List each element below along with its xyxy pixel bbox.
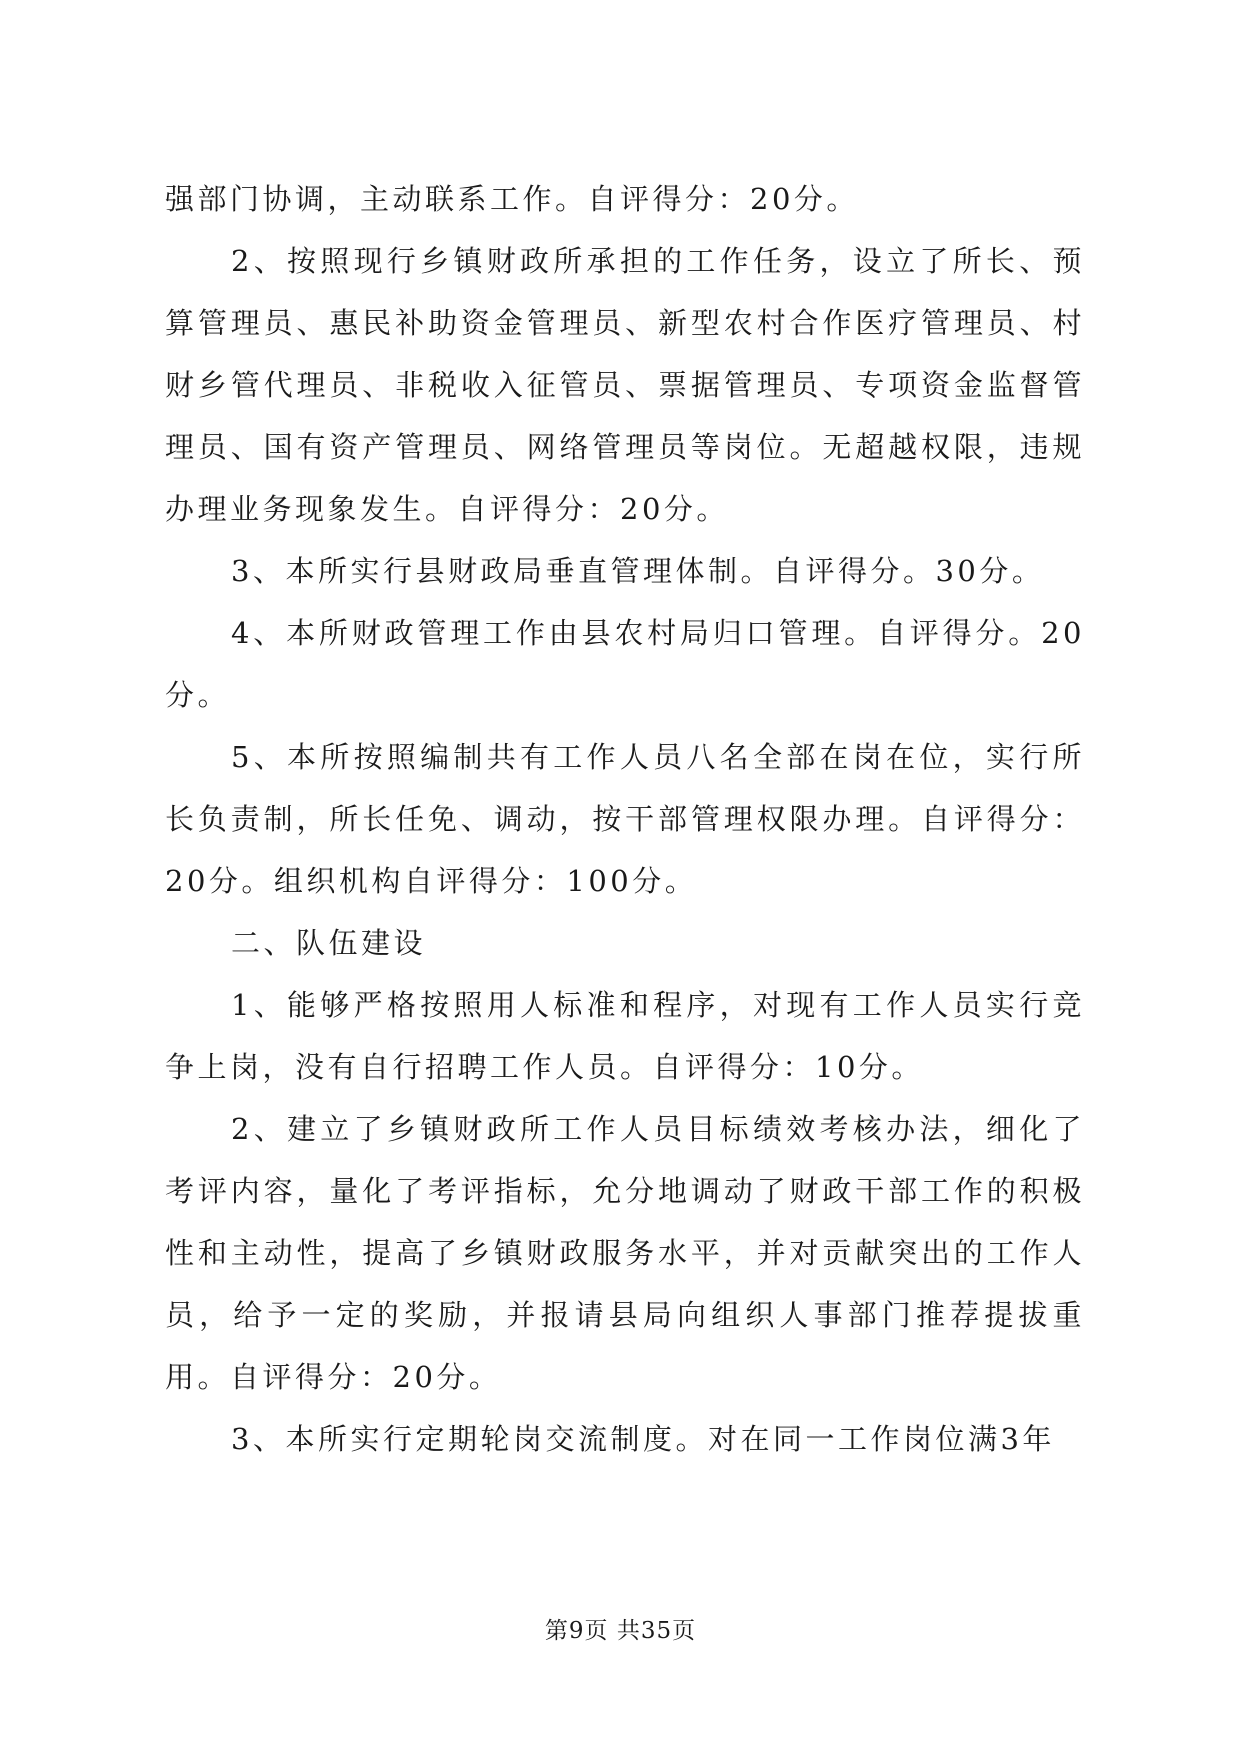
page-number-footer: 第9页 共35页 (544, 1618, 697, 1644)
paragraph-1: 强部门协调，主动联系工作。自评得分：20分。 (165, 182, 859, 216)
paragraph-5: 5、本所按照编制共有工作人员八名全部在岗在位，实行所长负责制，所长任免、调动，按干部管理权限办理。自评得分：20分。组织机构自评得分：100分。 (165, 740, 1085, 898)
paragraph-4: 4、本所财政管理工作由县农村局归口管理。自评得分。20分。 (165, 616, 1085, 712)
paragraph-7: 1、能够严格按照用人标准和程序，对现有工作人员实行竞争上岗，没有自行招聘工作人员。自评得分：10分。 (165, 988, 1085, 1084)
document-body (165, 168, 1085, 1470)
section-heading-team-building: 二、队伍建设 (231, 926, 427, 960)
paragraph-3: 3、本所实行县财政局垂直管理体制。自评得分。30分。 (231, 554, 1045, 588)
paragraph-9: 3、本所实行定期轮岗交流制度。对在同一工作岗位满3年 (231, 1422, 1055, 1456)
paragraph-2: 2、按照现行乡镇财政所承担的工作任务，设立了所长、预算管理员、惠民补助资金管理员、新型农村合作医疗管理员、村财乡管代理员、非税收入征管员、票据管理员、专项资金监督管理员、国有资产管理员、网络管理员等岗位。无超越权限，违规办理业务现象发生。自评得分：20分。 (165, 244, 1085, 526)
paragraph-8: 2、建立了乡镇财政所工作人员目标绩效考核办法，细化了考评内容，量化了考评指标，允分地调动了财政干部工作的积极性和主动性，提高了乡镇财政服务水平，并对贡献突出的工作人员，给予一定的奖励，并报请县局向组织人事部门推荐提拔重用。自评得分：20分。 (165, 1112, 1085, 1394)
